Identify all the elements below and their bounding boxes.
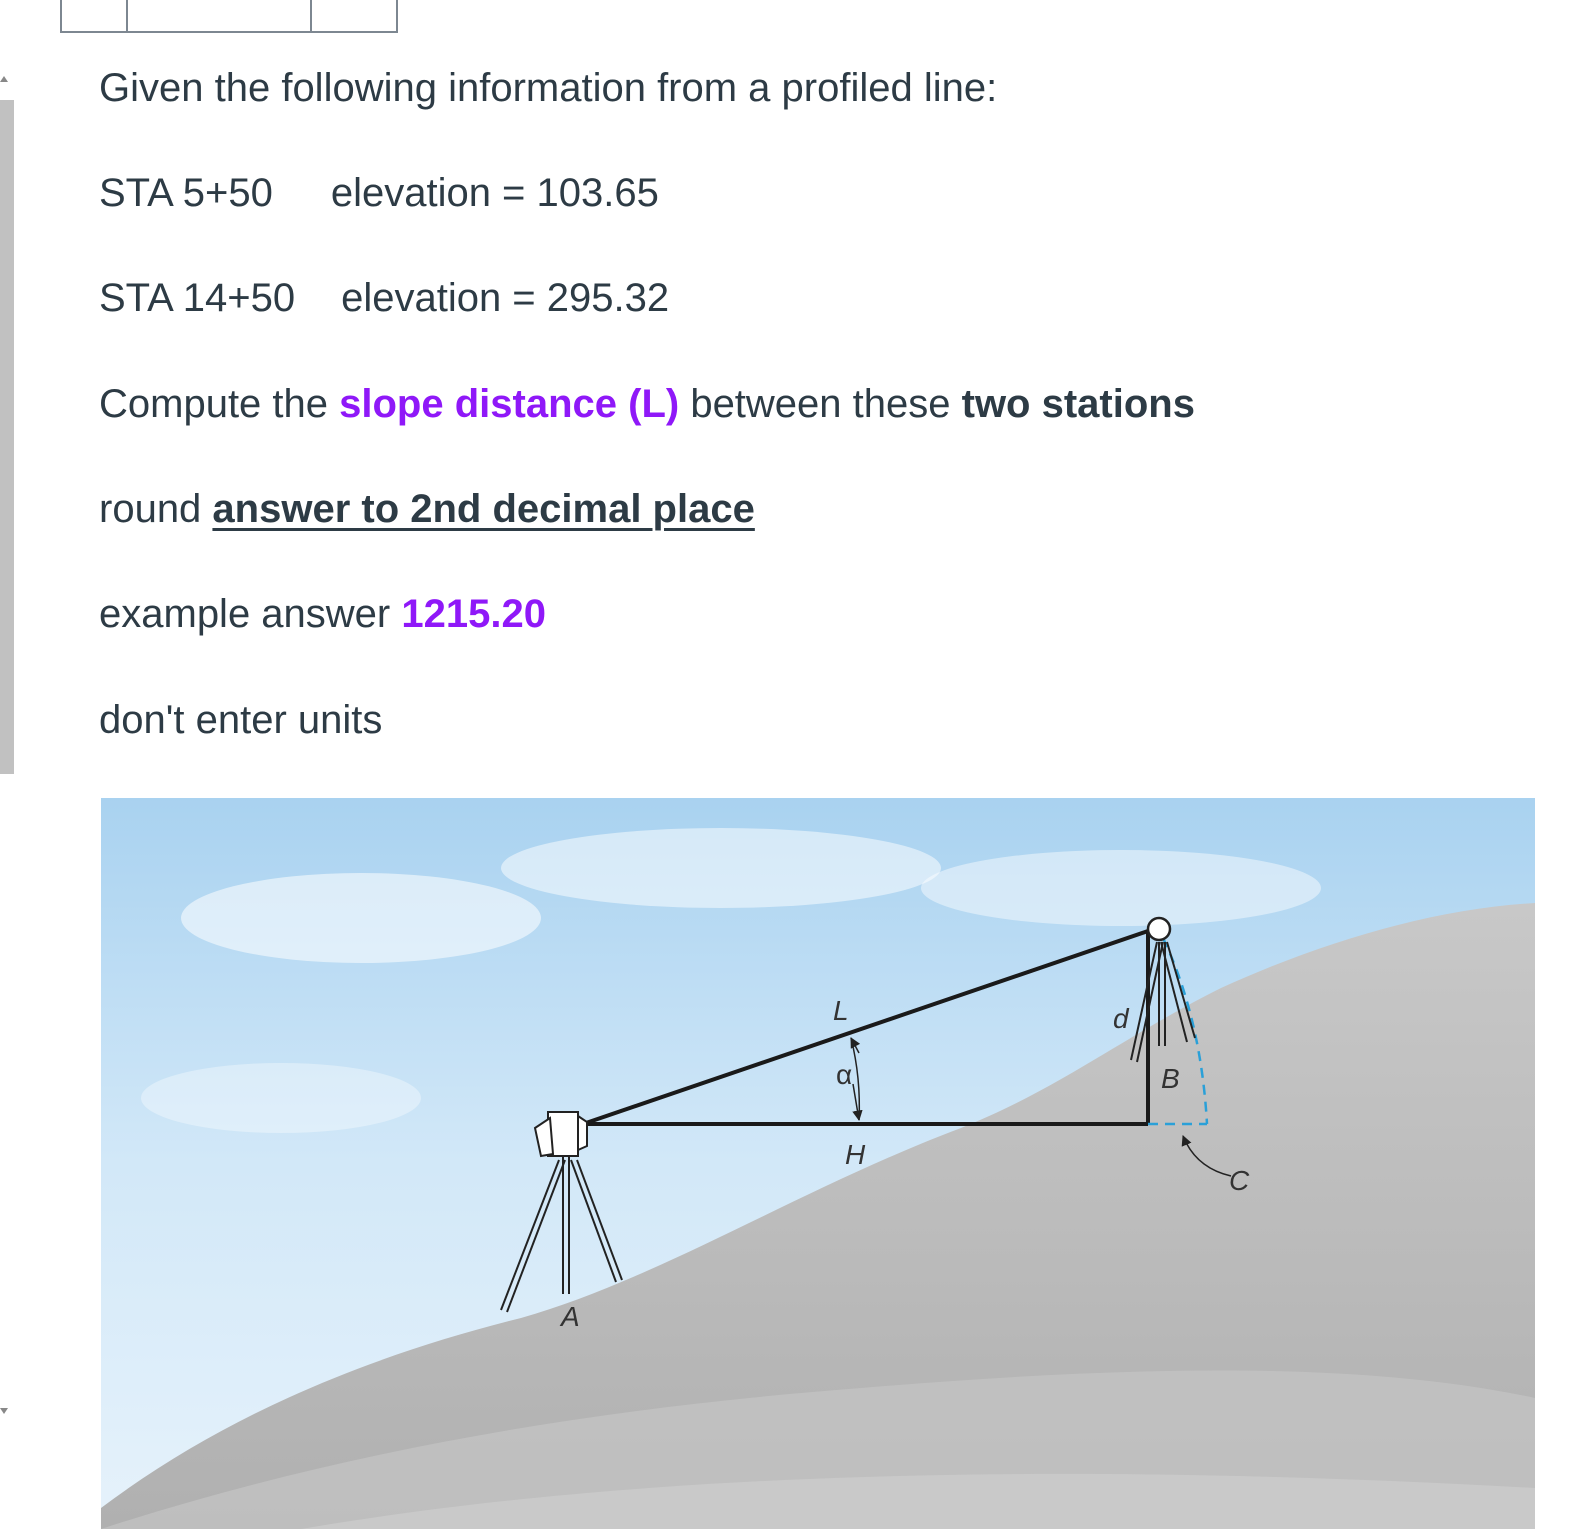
scroll-down-arrow-icon[interactable] bbox=[0, 1408, 8, 1414]
scrollbar-thumb[interactable] bbox=[0, 100, 14, 774]
partial-table bbox=[60, 0, 398, 34]
compute-instruction bbox=[99, 380, 1195, 428]
label-L: L bbox=[833, 995, 849, 1026]
round-instruction bbox=[99, 485, 755, 533]
station2-line bbox=[99, 274, 669, 322]
round-emphasis: answer to 2nd decimal place bbox=[212, 487, 755, 531]
table-cell bbox=[126, 0, 310, 33]
table-cell bbox=[60, 0, 126, 33]
station1-elevation: elevation = 103.65 bbox=[330, 171, 659, 215]
station2-elevation: elevation = 295.32 bbox=[341, 276, 670, 320]
compute-prefix: Compute the bbox=[99, 382, 340, 426]
example-prefix: example answer bbox=[99, 592, 402, 636]
units-note: don't enter units bbox=[99, 698, 383, 742]
two-stations-bold: two stations bbox=[961, 382, 1195, 426]
station1-line bbox=[99, 169, 659, 217]
station2-label: STA 14+50 bbox=[99, 276, 296, 320]
label-C: C bbox=[1229, 1165, 1250, 1196]
scroll-up-arrow-icon[interactable] bbox=[0, 76, 8, 82]
label-alpha: α bbox=[836, 1059, 853, 1090]
slope-distance-highlight: slope distance (L) bbox=[339, 382, 680, 426]
label-H: H bbox=[845, 1139, 866, 1170]
table-cell bbox=[310, 0, 398, 33]
station1-label: STA 5+50 bbox=[99, 171, 273, 215]
compute-middle: between these bbox=[679, 382, 962, 426]
slope-distance-figure bbox=[101, 798, 1535, 1529]
example-answer-line bbox=[99, 590, 546, 638]
label-d: d bbox=[1113, 1003, 1129, 1034]
intro-text: Given the following information from a profiled line: bbox=[99, 66, 998, 110]
example-value: 1215.20 bbox=[401, 592, 546, 636]
label-A: A bbox=[561, 1301, 580, 1332]
round-prefix: round bbox=[99, 487, 213, 531]
label-B: B bbox=[1161, 1063, 1180, 1094]
vertical-scrollbar[interactable] bbox=[0, 38, 16, 1396]
